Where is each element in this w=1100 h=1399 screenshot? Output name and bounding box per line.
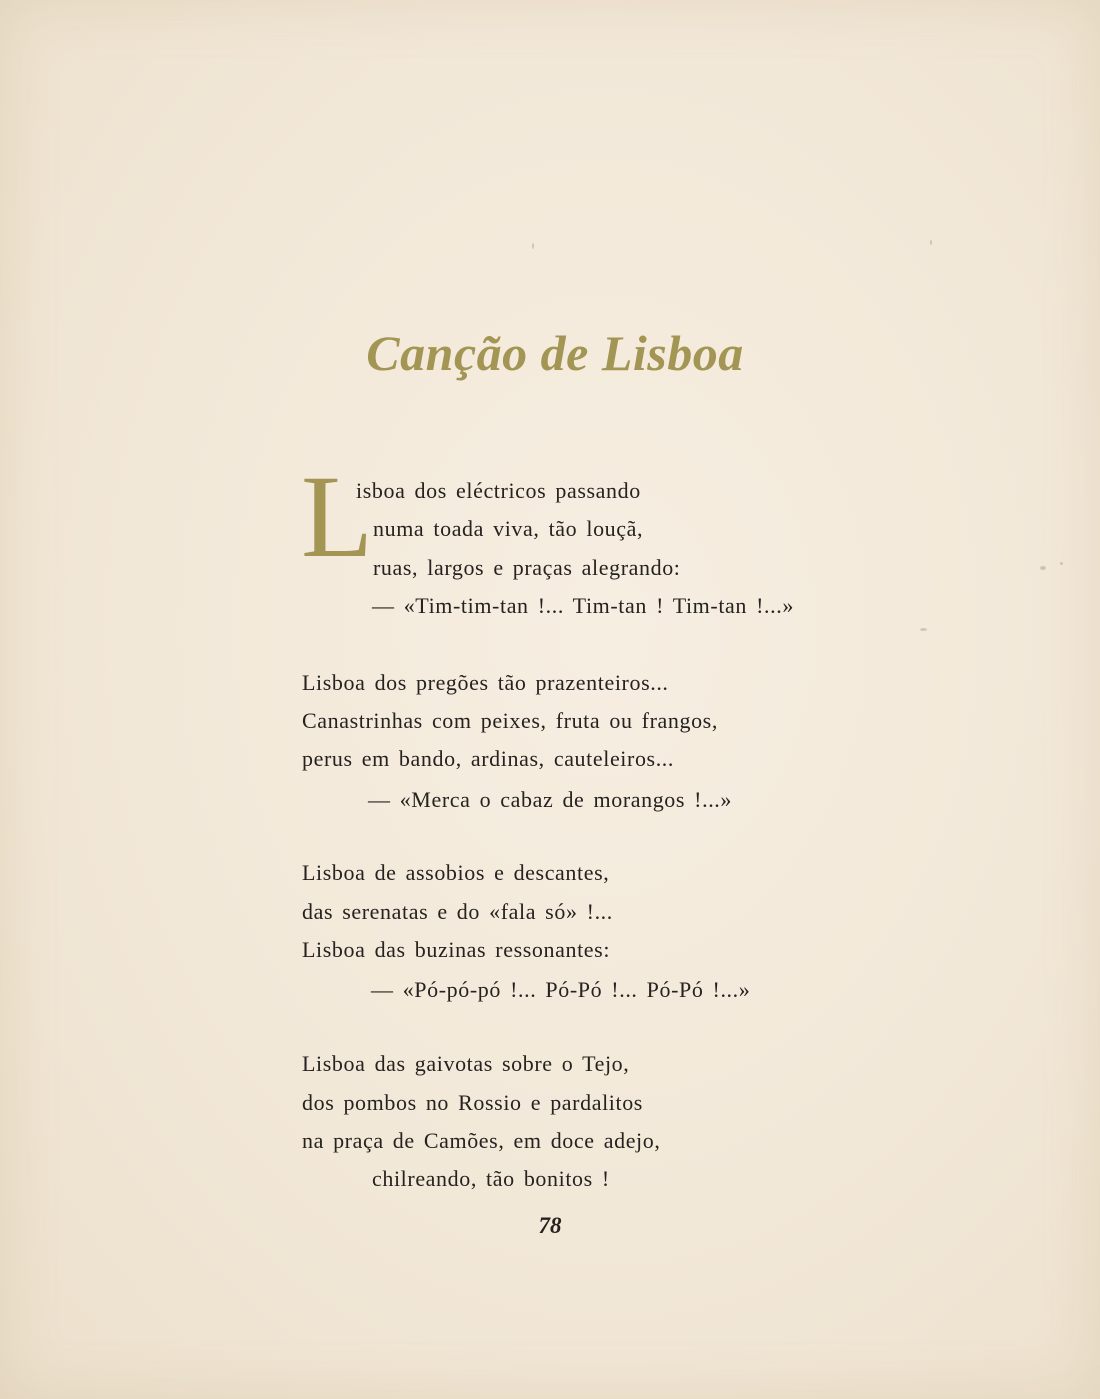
poem-line: Lisboa das buzinas ressonantes: (302, 937, 611, 962)
poem-line: Canastrinhas com peixes, fruta ou frangos, (302, 708, 718, 733)
paper-speck (930, 240, 932, 245)
paper-speck (1060, 562, 1063, 565)
poem-line: Lisboa de assobios e descantes, (302, 860, 610, 885)
poem-line: — «Merca o cabaz de morangos !...» (368, 787, 732, 812)
drop-cap: L (301, 451, 374, 582)
paper-speck (1040, 566, 1046, 570)
poem-line: das serenatas e do «fala só» !... (302, 899, 613, 924)
paper-speck (920, 628, 927, 631)
poem-line: isboa dos eléctricos passando (356, 478, 641, 503)
poem-line: numa toada viva, tão louçã, (373, 516, 644, 541)
poem-line: Lisboa das gaivotas sobre o Tejo, (302, 1051, 630, 1076)
poem-line: perus em bando, ardinas, cauteleiros... (302, 746, 675, 771)
poem-line: dos pombos no Rossio e pardalitos (302, 1090, 643, 1115)
poem-line: — «Tim-tim-tan !... Tim-tan ! Tim-tan !...» (372, 593, 794, 618)
poem-line: ruas, largos e praças alegrando: (373, 555, 681, 580)
poem-line: na praça de Camões, em doce adejo, (302, 1128, 661, 1153)
page-number: 78 (538, 1213, 562, 1238)
poem-title: Canção de Lisboa (366, 325, 744, 381)
poem-line: Lisboa dos pregões tão prazenteiros... (302, 670, 669, 695)
paper-speck (532, 243, 534, 249)
poem-line: — «Pó-pó-pó !... Pó-Pó !... Pó-Pó !...» (371, 977, 751, 1002)
poem-line: chilreando, tão bonitos ! (372, 1166, 610, 1191)
